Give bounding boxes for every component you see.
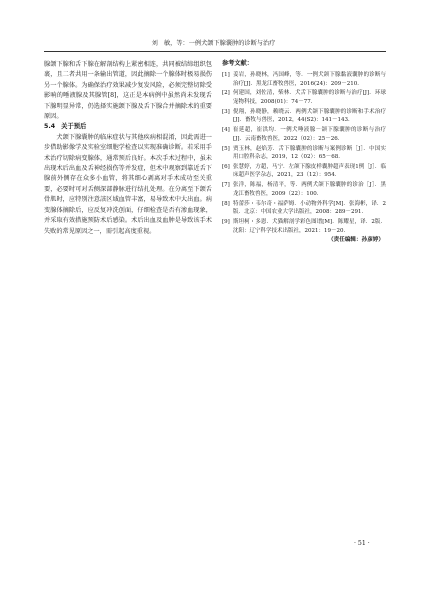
reference-number: [1] bbox=[222, 72, 230, 78]
reference-item bbox=[222, 126, 386, 143]
paragraph-prognosis: 犬颌下腺囊肿的临床症状与其他疾病相混淆，因此需进一步借助影像学及实验室细胞学检查以实现准确诊断。若采用手术治疗切除病变腺体，通常预后良好。本次手术过程中，虽未出现术后出血及舌神经损伤等并发症，但术中观察到靠近舌下腺前外侧存在众多小血管，将其细心剥离对手术成功至关重要，必要时可对舌侧深部静脉进行结扎处理。在分离至下颌舌骨肌时，应特别注意該区域血管丰富，易导致术中大出血。病变腺体摘除后，应反复冲洗创面，仔细检查是否有渗血现象，并采取有效措施预防术后感染。术后出血及血肿是导致该手术失败的常见原因之一，需引起高度重视。 bbox=[44, 133, 212, 235]
reference-text: 特蕾莎・韦尔奇・福萨姆．小动物外科学[M]．张海彬，译．2版．北京：中国农业大学出版社，2008：289－291． bbox=[233, 200, 386, 216]
reference-text: 何建国，刘佐清，柴林．犬舌下腺囊肿的诊断与治疗[J]．环球宠物科技，2008(01)：74－77． bbox=[233, 90, 386, 105]
left-column bbox=[44, 60, 212, 237]
reference-item bbox=[222, 218, 386, 235]
reference-text: 姜岩，孙晓林，冯国峰，等．一例犬颌下腺黏液囊肿的诊断与治疗[J]．黑龙江畜牧兽医，2016(24)：209－210． bbox=[233, 72, 386, 87]
reference-item bbox=[222, 89, 386, 106]
reference-item bbox=[222, 163, 386, 180]
reference-text: 崔延超，崔洪均．一例犬唾液腺－颌下腺囊肿的诊断与治疗[J]．云南畜牧兽医，2022（02）：25－26． bbox=[233, 127, 386, 142]
section-title: 关于预后 bbox=[61, 123, 87, 131]
reference-item bbox=[222, 71, 386, 88]
section-heading bbox=[44, 122, 212, 132]
reference-item bbox=[222, 181, 386, 198]
reference-text: 斯坦柯・多恩．犬猫解剖学彩色图谱[M]．陈耀星，译．2版．沈阳：辽宁科学技术出版社，2021：19－20． bbox=[233, 219, 386, 234]
reference-list bbox=[222, 71, 386, 235]
reference-text: 贾玉林，赵焰芳．舌下腺囊肿的诊断与案例诊断［J］．中国实用口腔科杂志，2019，12（02）：65－68． bbox=[233, 145, 386, 161]
reference-number: [4] bbox=[222, 127, 230, 134]
right-column bbox=[222, 60, 386, 245]
header-rule bbox=[44, 51, 386, 52]
responsible-editor: （责任编辑：孙彦婷） bbox=[328, 237, 384, 244]
reference-item bbox=[222, 145, 386, 162]
paragraph-continuation: 腺颌下腺和舌下腺在解剖结构上紧密相连，共同被结缔组织包裹，且二者共用一条输出管道，因此摘除一个腺体时极易损伤另一个腺体。为确保治疗效果减少复发风险，必须完整切除受影响的唾液腺及其腺管[8]，这正是本病例中虽然尚未发现舌下腺明显异常，仍选择实施颌下腺及舌下腺合并摘除术的重要原因。 bbox=[44, 61, 212, 121]
page-number: · 51 · bbox=[354, 540, 370, 547]
reference-number: [9] bbox=[222, 219, 230, 225]
reference-number: [7] bbox=[222, 182, 230, 189]
section-number: 5.4 bbox=[44, 123, 56, 131]
reference-item bbox=[222, 108, 386, 125]
reference-number: [3] bbox=[222, 108, 230, 115]
reference-number: [2] bbox=[222, 90, 230, 97]
reference-text: 倪翔，孙晓静，赖晓云．两例犬颌下腺囊肿的诊断和手术治疗[J]．畜牧与兽医，2012，44(S2)：141－143． bbox=[233, 108, 386, 124]
reference-text: 张慧婷，方超，马宁．左颌下腺皮样囊肿超声表现1例［J］．临床超声医学杂志，2021，23（12）：954． bbox=[233, 163, 386, 179]
reference-number: [8] bbox=[222, 200, 230, 207]
reference-text: 张洋，陈福，杨清平，等．两例犬颌下腺囊肿的诊治［J］．黑龙江畜牧兽医，2009（22）：100． bbox=[233, 182, 386, 197]
reference-number: [6] bbox=[222, 163, 230, 170]
running-header: 刘 敏，等：一例犬颌下腺囊肿的诊断与治疗 bbox=[151, 40, 276, 47]
reference-number: [5] bbox=[222, 145, 230, 152]
reference-item bbox=[222, 200, 386, 217]
references-title: 参考文献： bbox=[222, 60, 253, 67]
